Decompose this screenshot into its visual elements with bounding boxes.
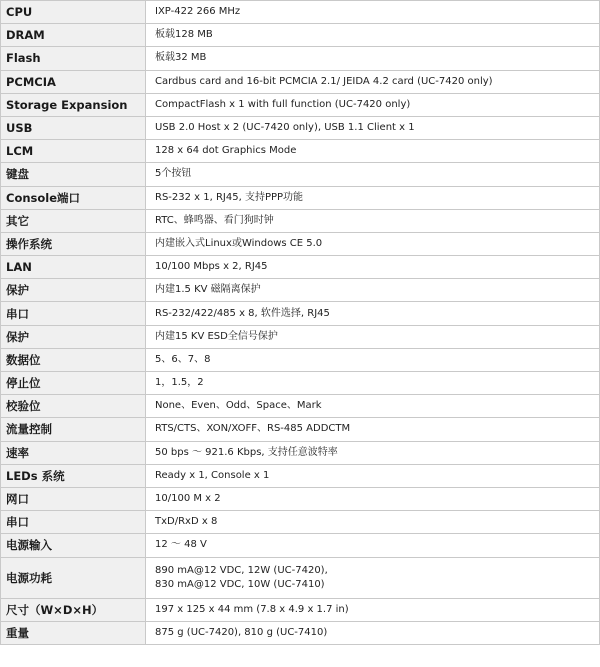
spec-label: 数据位 <box>1 348 146 371</box>
spec-label: Storage Expansion <box>1 93 146 116</box>
spec-row <box>1 487 600 510</box>
spec-row <box>1 140 600 163</box>
spec-label: 校验位 <box>1 395 146 418</box>
spec-value: CompactFlash x 1 with full function (UC-7420 only) <box>146 93 600 116</box>
spec-value: 5个按钮 <box>146 163 600 186</box>
spec-row <box>1 256 600 279</box>
spec-value: RTS/CTS、XON/XOFF、RS-485 ADDCTM <box>146 418 600 441</box>
spec-row <box>1 279 600 302</box>
spec-row <box>1 348 600 371</box>
spec-value: 10/100 M x 2 <box>146 487 600 510</box>
spec-table-body <box>1 1 600 645</box>
spec-label: USB <box>1 116 146 139</box>
spec-row <box>1 163 600 186</box>
spec-value: 875 g (UC-7420), 810 g (UC-7410) <box>146 621 600 644</box>
spec-label: PCMCIA <box>1 70 146 93</box>
spec-row <box>1 557 600 598</box>
spec-value: 板载32 MB <box>146 47 600 70</box>
spec-label: 电源功耗 <box>1 557 146 598</box>
spec-row <box>1 93 600 116</box>
spec-row <box>1 70 600 93</box>
spec-label: 速率 <box>1 441 146 464</box>
spec-value: Ready x 1, Console x 1 <box>146 464 600 487</box>
spec-row <box>1 598 600 621</box>
spec-label: 电源输入 <box>1 534 146 557</box>
spec-value: USB 2.0 Host x 2 (UC-7420 only), USB 1.1 Client x 1 <box>146 116 600 139</box>
spec-label: Console端口 <box>1 186 146 209</box>
spec-label: 尺寸（W×D×H） <box>1 598 146 621</box>
spec-row <box>1 24 600 47</box>
spec-label: Flash <box>1 47 146 70</box>
spec-label: DRAM <box>1 24 146 47</box>
spec-label: 保护 <box>1 279 146 302</box>
spec-value: TxD/RxD x 8 <box>146 511 600 534</box>
spec-value: 1，1.5，2 <box>146 372 600 395</box>
spec-row <box>1 621 600 644</box>
spec-value: RTC、蜂鸣器、看门狗时钟 <box>146 209 600 232</box>
spec-label: LCM <box>1 140 146 163</box>
spec-value: 内建1.5 KV 磁隔离保护 <box>146 279 600 302</box>
spec-value: IXP-422 266 MHz <box>146 1 600 24</box>
spec-value-line: 890 mA@12 VDC, 12W (UC-7420), <box>155 564 328 576</box>
spec-row <box>1 441 600 464</box>
spec-row <box>1 418 600 441</box>
spec-value: 197 x 125 x 44 mm (7.8 x 4.9 x 1.7 in) <box>146 598 600 621</box>
spec-row <box>1 209 600 232</box>
spec-value-line: 830 mA@12 VDC, 10W (UC-7410) <box>155 578 325 590</box>
spec-label: LAN <box>1 256 146 279</box>
spec-value: None、Even、Odd、Space、Mark <box>146 395 600 418</box>
spec-label: CPU <box>1 1 146 24</box>
spec-value: 板载128 MB <box>146 24 600 47</box>
spec-row <box>1 116 600 139</box>
spec-label: 串口 <box>1 302 146 325</box>
spec-row <box>1 302 600 325</box>
spec-value: 内建嵌入式Linux或Windows CE 5.0 <box>146 232 600 255</box>
spec-value: 5、6、7、8 <box>146 348 600 371</box>
spec-value: 12 ～ 48 V <box>146 534 600 557</box>
spec-label: 停止位 <box>1 372 146 395</box>
spec-value: Cardbus card and 16-bit PCMCIA 2.1/ JEIDA 4.2 card (UC-7420 only) <box>146 70 600 93</box>
spec-value: RS-232 x 1, RJ45, 支持PPP功能 <box>146 186 600 209</box>
spec-label: 其它 <box>1 209 146 232</box>
spec-row <box>1 186 600 209</box>
spec-label: 网口 <box>1 487 146 510</box>
spec-value: 10/100 Mbps x 2, RJ45 <box>146 256 600 279</box>
spec-row <box>1 372 600 395</box>
spec-label: 重量 <box>1 621 146 644</box>
spec-row <box>1 534 600 557</box>
spec-label: 保护 <box>1 325 146 348</box>
spec-row <box>1 395 600 418</box>
spec-value: RS-232/422/485 x 8, 软件选择, RJ45 <box>146 302 600 325</box>
spec-value <box>146 557 600 598</box>
spec-label: LEDs 系统 <box>1 464 146 487</box>
spec-label: 操作系统 <box>1 232 146 255</box>
spec-label: 键盘 <box>1 163 146 186</box>
spec-label: 串口 <box>1 511 146 534</box>
spec-row <box>1 325 600 348</box>
spec-value: 50 bps ～ 921.6 Kbps, 支持任意波特率 <box>146 441 600 464</box>
spec-row <box>1 47 600 70</box>
spec-value: 内建15 KV ESD全信号保护 <box>146 325 600 348</box>
spec-row <box>1 1 600 24</box>
spec-value: 128 x 64 dot Graphics Mode <box>146 140 600 163</box>
spec-row <box>1 511 600 534</box>
spec-row <box>1 464 600 487</box>
spec-label: 流量控制 <box>1 418 146 441</box>
spec-row <box>1 232 600 255</box>
